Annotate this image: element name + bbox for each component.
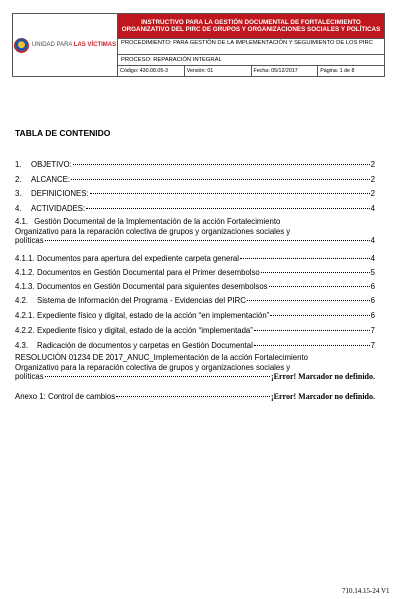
toc-entry-objetivo[interactable] [15,160,375,170]
toc-entry-actividades[interactable] [15,204,375,214]
toc-page-error: ¡Error! Marcador no definido. [271,372,375,382]
dot-leader [240,258,370,259]
dot-leader [71,179,370,180]
logo-cell [13,14,118,76]
toc-number: 4.1.1. [15,254,35,263]
pagina-text: Página: 1 de 8 [320,68,355,74]
toc-text: DEFINICIONES: [31,189,89,198]
toc-text: Anexo 1: Control de cambios [15,392,116,401]
dot-leader [254,345,370,346]
toc-number: 2. [15,175,22,184]
toc-number: 4.2.1. [15,311,35,320]
toc-entry-4-2-2[interactable] [15,326,375,336]
toc-text: Expediente físico y digital, estado de la acción “en implementación” [37,311,270,320]
dot-leader [270,315,369,316]
toc-page: 6 [370,282,375,291]
dot-leader [247,300,370,301]
version-text: Versión: 01 [185,66,252,76]
dot-leader [45,240,370,241]
toc-title: TABLA DE CONTENIDO [15,128,111,138]
toc-text: Expediente físico y digital, estado de la acción “implementada” [37,326,253,335]
document-title: INSTRUCTIVO PARA LA GESTIÓN DOCUMENTAL DE FORTALECIMIENTO ORGANIZATIVO DEL PIRC DE GRUPOS Y ORGANIZACIONES SOCIALES Y POLÍTICAS [118,14,384,39]
unidad-victimas-logo [32,42,116,48]
toc-page: 7 [370,341,375,350]
toc-entry-4-3[interactable] [15,341,375,351]
toc-entry-definiciones[interactable] [15,189,375,199]
toc-page: 6 [370,296,375,305]
toc-number: 4.1.2. [15,268,35,277]
toc-page-error: ¡Error! Marcador no definido. [271,392,375,401]
toc-page: 2 [370,160,375,169]
dot-leader [254,330,370,331]
dot-leader [73,164,370,165]
toc-text-line2: Organizativo para la reparación colectiva de grupos y organizaciones sociales y [15,362,291,372]
toc-number: 4.1.3. [15,282,35,291]
codigo-text: Código: 430.08.05-3 [118,66,185,76]
toc-text-line3: políticas [15,236,44,246]
toc-page: 6 [370,311,375,320]
dot-leader [86,208,370,209]
toc-number: 4.3. [15,341,29,350]
toc-entry-4-1-1[interactable] [15,254,375,264]
toc-entry-4-1[interactable] [15,217,375,246]
toc-page: 4 [370,254,375,263]
toc-page: 2 [370,175,375,184]
toc-number: 4.2. [15,296,29,305]
toc-text: Documentos para apertura del expediente carpeta general [37,254,239,263]
header-meta-row [118,66,384,76]
toc-page: 2 [370,189,375,198]
toc-entry-4-1-2[interactable] [15,268,375,278]
toc-entry-resolucion[interactable] [15,353,375,382]
toc-entry-4-2-1[interactable] [15,311,375,321]
logo-prefix: UNIDAD PARA [31,42,73,48]
colombia-seal-icon [14,38,29,53]
toc-text-line2: Organizativo para la reparación colectiva de grupos y organizaciones sociales y [15,226,291,236]
document-header-table [12,13,385,77]
dot-leader [269,286,370,287]
toc-text: ALCANCE: [31,175,70,184]
dot-leader [116,396,270,397]
toc-text: Radicación de documentos y carpetas en Gestión Documental [37,341,253,350]
toc-text: Documentos en Gestión Documental para siguientes desembolsos [37,282,268,291]
toc-text-line3: políticas [15,372,44,382]
toc-number: 4.2.2. [15,326,35,335]
toc-page: 5 [370,268,375,277]
toc-text: Sistema de Información del Programa - Evidencias del PIRC [37,296,246,305]
procedimiento-text: PROCEDIMIENTO: PARA GESTIÓN DE LA IMPLEMENTACIÓN Y SEGUIMIENTO DE LOS PIRC [118,39,384,55]
toc-page: 7 [370,326,375,335]
toc-entry-alcance[interactable] [15,175,375,185]
toc-number: 3. [15,189,22,198]
toc-text: Gestión Documental de la Implementación de la acción Fortalecimiento [34,217,281,226]
toc-number: 4.1. [15,217,29,226]
toc-number: 1. [15,160,22,169]
dot-leader [45,376,270,377]
footer-code: 710.14.15-24 V1 [342,587,390,595]
toc-text: ACTIVIDADES: [31,204,86,213]
toc-number: 4. [15,204,22,213]
toc-page: 4 [370,204,375,213]
dot-leader [90,193,370,194]
toc-entry-4-1-3[interactable] [15,282,375,292]
toc-page: 4 [370,236,375,246]
header-info [118,14,384,76]
toc-text: Documentos en Gestión Documental para el Primer desembolso [37,268,260,277]
toc-text: RESOLUCIÓN 01234 DE 2017_ANUC_Implementación de la acción Fortalecimiento [15,353,308,362]
logo-emphasis: LAS VÍCTIMAS [73,42,117,48]
dot-leader [261,272,370,273]
toc-entry-anexo[interactable] [15,392,375,402]
proceso-text: PROCESO: REPARACIÓN INTEGRAL [118,55,384,66]
fecha-text: Fecha: 05/12/2017 [252,66,319,76]
toc-text: OBJETIVO: [31,160,72,169]
toc-entry-4-2[interactable] [15,296,375,306]
